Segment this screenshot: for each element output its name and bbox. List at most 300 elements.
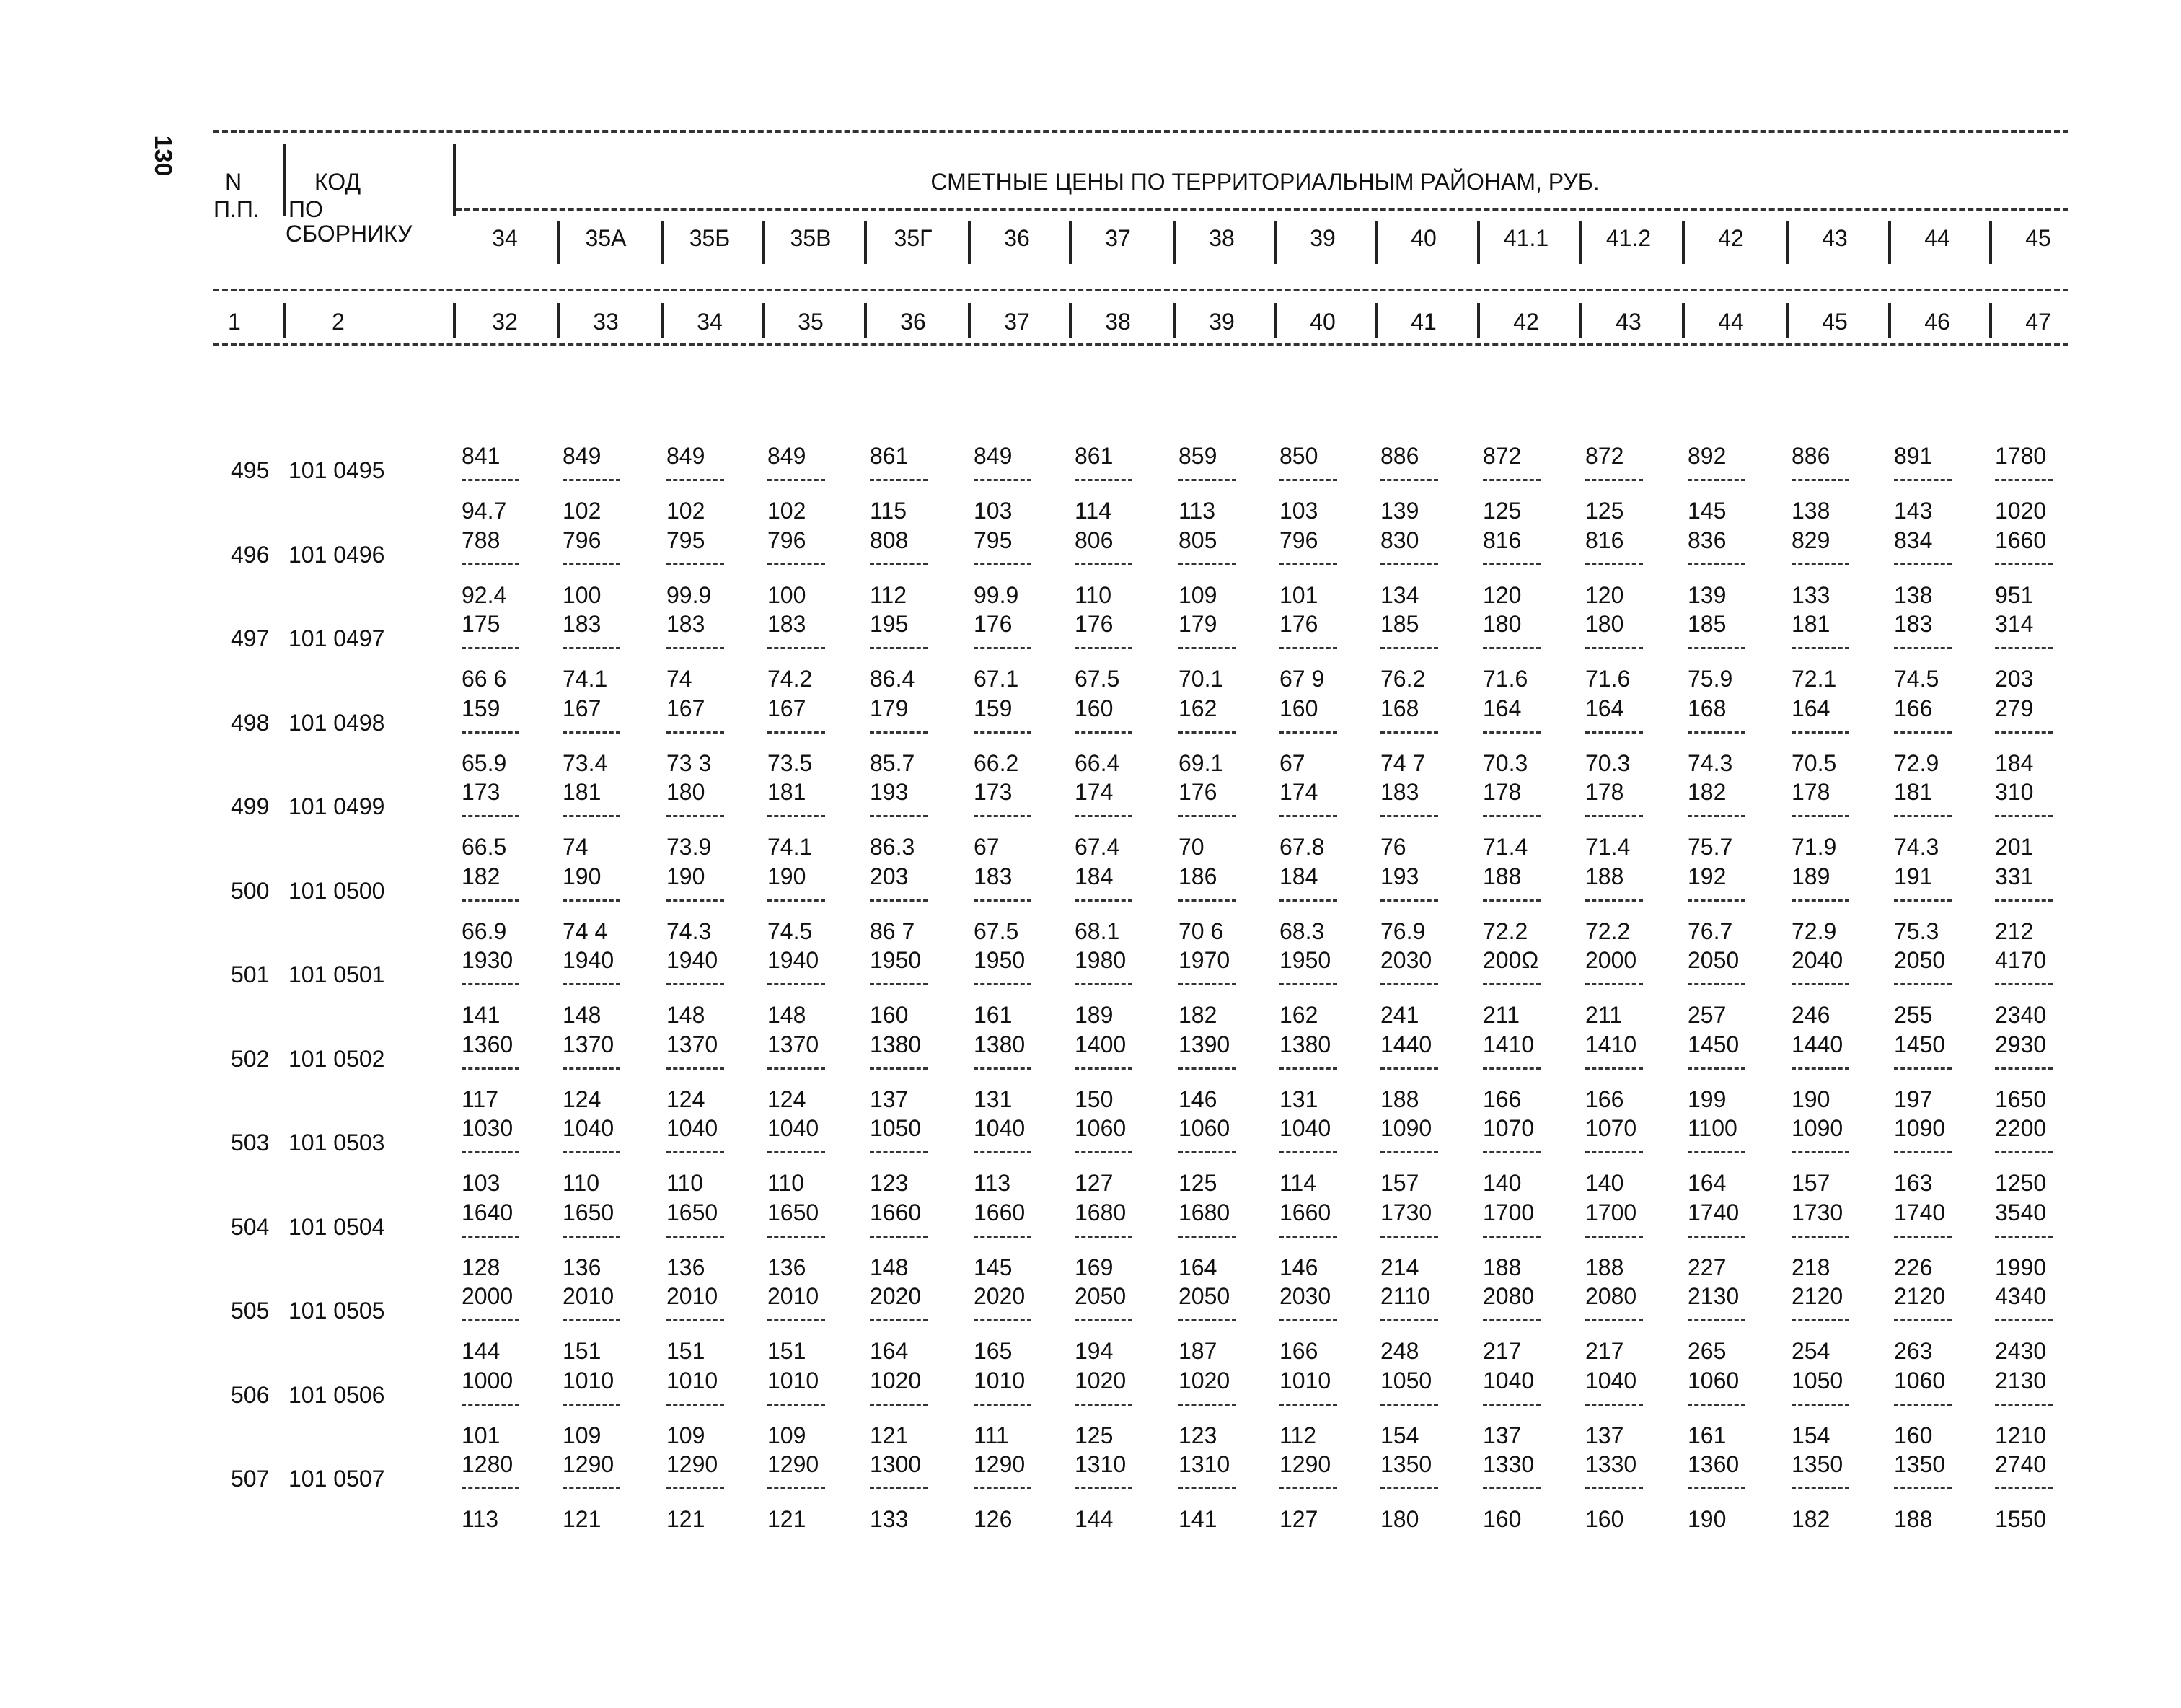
price-denominator: 99.9 [974, 581, 1019, 608]
fraction-line [974, 1236, 1031, 1238]
price-numerator: 190 [563, 863, 602, 889]
price-denominator: 140 [1585, 1170, 1624, 1196]
price-denominator: 112 [870, 581, 907, 608]
row-code: 101 0495 [288, 457, 385, 483]
price-denominator: 188 [1894, 1506, 1933, 1532]
price-denominator: 151 [563, 1338, 602, 1364]
price-numerator: 183 [767, 611, 806, 637]
price-denominator: 103 [462, 1170, 501, 1196]
price-denominator: 109 [1178, 581, 1217, 608]
price-denominator: 117 [462, 1086, 499, 1112]
fraction-line [1995, 1404, 2053, 1406]
price-numerator: 314 [1995, 611, 2034, 637]
fraction-line [1995, 563, 2053, 565]
column-number: 34 [697, 309, 723, 335]
fraction-line [767, 1068, 825, 1070]
fraction-line [1688, 731, 1745, 734]
column-number: 46 [1924, 309, 1950, 335]
district-divider [1477, 221, 1480, 264]
price-denominator: 138 [1894, 581, 1933, 608]
price-numerator: 190 [666, 863, 705, 889]
price-numerator: 188 [1483, 863, 1522, 889]
price-denominator: 75.3 [1894, 917, 1939, 944]
fraction-line [666, 1487, 724, 1489]
price-denominator: 1210 [1995, 1422, 2047, 1448]
fraction-line [462, 731, 519, 734]
fraction-line [1688, 479, 1745, 481]
price-denominator: 110 [1075, 581, 1112, 608]
price-denominator: 166 [1279, 1338, 1318, 1364]
row-code: 101 0503 [288, 1130, 385, 1155]
fraction-line [1483, 1404, 1541, 1406]
price-numerator: 164 [1483, 695, 1522, 721]
price-numerator: 1450 [1688, 1031, 1740, 1057]
fraction-line [462, 899, 519, 902]
price-denominator: 1250 [1995, 1170, 2047, 1196]
price-denominator: 162 [1279, 1002, 1318, 1028]
fraction-line [1075, 1487, 1132, 1489]
price-numerator: 830 [1380, 527, 1419, 553]
price-numerator: 806 [1075, 527, 1114, 553]
fraction-line [1075, 1068, 1132, 1070]
price-numerator: 2050 [1075, 1283, 1127, 1309]
price-numerator: 1440 [1380, 1031, 1432, 1057]
fraction-line [666, 731, 724, 734]
fraction-line [1279, 1151, 1337, 1153]
price-numerator: 310 [1995, 779, 2034, 805]
price-denominator: 67 [974, 834, 1000, 860]
price-denominator: 217 [1585, 1338, 1624, 1364]
price-denominator: 255 [1894, 1002, 1933, 1028]
fraction-line [1585, 731, 1643, 734]
fraction-line [1585, 1236, 1643, 1238]
price-numerator: 1040 [1585, 1367, 1637, 1394]
price-numerator: 872 [1585, 443, 1624, 469]
price-denominator: 182 [1792, 1506, 1830, 1532]
price-numerator: 1950 [974, 947, 1026, 973]
price-numerator: 1100 [1688, 1115, 1737, 1141]
price-numerator: 1060 [1894, 1367, 1946, 1394]
price-denominator: 138 [1792, 498, 1830, 524]
fraction-line [1380, 731, 1438, 734]
column-number: 38 [1105, 309, 1131, 335]
price-numerator: 1380 [870, 1031, 922, 1057]
row-code: 101 0501 [288, 961, 385, 987]
fraction-line [1995, 1068, 2053, 1070]
fraction-line [1995, 815, 2053, 817]
price-denominator: 72.2 [1585, 917, 1631, 944]
price-numerator: 175 [462, 611, 501, 637]
price-denominator: 94.7 [462, 498, 507, 524]
price-denominator: 148 [666, 1002, 705, 1028]
fraction-line [462, 563, 519, 565]
fraction-line [1995, 899, 2053, 902]
price-numerator: 183 [1380, 779, 1419, 805]
fraction-line [974, 1487, 1031, 1489]
price-denominator: 66.9 [462, 917, 507, 944]
fraction-line [1380, 1236, 1438, 1238]
price-numerator: 1680 [1075, 1199, 1127, 1225]
price-numerator: 184 [1075, 863, 1114, 889]
price-numerator: 2010 [767, 1283, 819, 1309]
fraction-line [1995, 1151, 2053, 1153]
fraction-line [1688, 1404, 1745, 1406]
row-code: 101 0497 [288, 625, 385, 651]
column-number: 41 [1411, 309, 1437, 335]
price-numerator: 173 [462, 779, 501, 805]
price-numerator: 1060 [1178, 1115, 1230, 1141]
fraction-line [1279, 815, 1337, 817]
column-divider [1989, 303, 1992, 338]
fraction-line [767, 479, 825, 481]
fraction-line [1483, 983, 1541, 985]
price-numerator: 1040 [974, 1115, 1026, 1141]
fraction-line [1483, 815, 1541, 817]
fraction-line [1792, 815, 1849, 817]
price-denominator: 169 [1075, 1254, 1114, 1280]
district-label: 38 [1209, 225, 1235, 251]
fraction-line [1894, 479, 1952, 481]
price-numerator: 1040 [1483, 1367, 1535, 1394]
fraction-line [974, 1151, 1031, 1153]
fraction-line [1380, 1151, 1438, 1153]
fraction-line [1483, 1236, 1541, 1238]
price-denominator: 1990 [1995, 1254, 2047, 1280]
price-numerator: 1010 [767, 1367, 819, 1394]
header-divider [283, 144, 286, 216]
price-denominator: 123 [870, 1170, 909, 1196]
price-numerator: 1010 [666, 1367, 718, 1394]
price-numerator: 2200 [1995, 1115, 2047, 1141]
price-numerator: 1360 [462, 1031, 514, 1057]
fraction-line [870, 1404, 928, 1406]
price-denominator: 110 [767, 1170, 805, 1196]
price-numerator: 891 [1894, 443, 1933, 469]
price-denominator: 161 [974, 1002, 1013, 1028]
price-denominator: 139 [1688, 581, 1727, 608]
price-denominator: 74 [666, 666, 692, 692]
fraction-line [1894, 731, 1952, 734]
row-code: 101 0502 [288, 1045, 385, 1072]
fraction-line [1380, 815, 1438, 817]
price-numerator: 1660 [1995, 527, 2047, 553]
fraction-line [666, 983, 724, 985]
price-numerator: 1660 [1279, 1199, 1331, 1225]
district-divider [762, 221, 765, 264]
fraction-line [666, 479, 724, 481]
price-numerator: 1040 [1279, 1115, 1331, 1141]
fraction-line [563, 647, 620, 649]
fraction-line [1688, 815, 1745, 817]
price-numerator: 176 [974, 611, 1013, 637]
price-denominator: 70.1 [1178, 666, 1224, 692]
row-number: 496 [231, 541, 270, 568]
price-numerator: 1410 [1585, 1031, 1637, 1057]
fraction-line [1792, 899, 1849, 902]
price-denominator: 160 [1585, 1506, 1624, 1532]
price-denominator: 72.2 [1483, 917, 1528, 944]
column-divider [283, 303, 286, 338]
price-numerator: 181 [767, 779, 806, 805]
price-denominator: 148 [767, 1002, 806, 1028]
price-denominator: 114 [1279, 1170, 1317, 1196]
price-denominator: 100 [767, 581, 806, 608]
row-number: 500 [231, 877, 270, 904]
price-numerator: 788 [462, 527, 501, 553]
fraction-line [462, 479, 519, 481]
fraction-line [462, 1236, 519, 1238]
fraction-line [1178, 1404, 1236, 1406]
price-numerator: 1060 [1688, 1367, 1740, 1394]
price-numerator: 861 [1075, 443, 1114, 469]
price-numerator: 176 [1279, 611, 1318, 637]
price-denominator: 157 [1380, 1170, 1419, 1196]
price-denominator: 143 [1894, 498, 1933, 524]
row-number: 497 [231, 625, 270, 651]
price-numerator: 2030 [1279, 1283, 1331, 1309]
fraction-line [666, 1319, 724, 1321]
price-denominator: 145 [1688, 498, 1727, 524]
price-numerator: 2130 [1688, 1283, 1740, 1309]
price-numerator: 2120 [1792, 1283, 1843, 1309]
price-denominator: 113 [974, 1170, 1011, 1196]
price-denominator: 102 [666, 498, 705, 524]
district-label: 35Г [894, 225, 933, 251]
price-denominator: 101 [462, 1422, 501, 1448]
fraction-line [1075, 731, 1132, 734]
price-numerator: 1290 [666, 1451, 718, 1477]
price-numerator: 2000 [1585, 947, 1637, 973]
fraction-line [563, 1151, 620, 1153]
price-denominator: 121 [870, 1422, 909, 1448]
fraction-line [563, 479, 620, 481]
row-number: 495 [231, 457, 270, 483]
fraction-line [974, 1404, 1031, 1406]
price-denominator: 203 [1995, 666, 2034, 692]
price-denominator: 184 [1995, 749, 2034, 776]
price-numerator: 1000 [462, 1367, 514, 1394]
price-numerator: 1090 [1792, 1115, 1843, 1141]
fraction-line [1483, 731, 1541, 734]
price-numerator: 795 [666, 527, 705, 553]
price-numerator: 176 [1178, 779, 1217, 805]
price-numerator: 1740 [1894, 1199, 1946, 1225]
price-numerator: 1300 [870, 1451, 922, 1477]
fraction-line [666, 815, 724, 817]
price-numerator: 849 [563, 443, 602, 469]
fraction-line [974, 1068, 1031, 1070]
price-denominator: 67.4 [1075, 834, 1120, 860]
price-numerator: 4340 [1995, 1283, 2047, 1309]
price-numerator: 178 [1792, 779, 1830, 805]
price-numerator: 1680 [1178, 1199, 1230, 1225]
price-numerator: 1310 [1178, 1451, 1230, 1477]
district-divider [864, 221, 867, 264]
price-numerator: 2130 [1995, 1367, 2047, 1394]
price-numerator: 1290 [1279, 1451, 1331, 1477]
header-col-kod-line2: ПО [288, 196, 323, 222]
price-denominator: 113 [1178, 498, 1216, 524]
row-code: 101 0498 [288, 709, 385, 736]
fraction-line [462, 983, 519, 985]
price-denominator: 214 [1380, 1254, 1419, 1280]
fraction-line [1792, 1404, 1849, 1406]
column-number: 37 [1004, 309, 1030, 335]
price-denominator: 120 [1483, 581, 1522, 608]
price-denominator: 1550 [1995, 1506, 2047, 1532]
price-numerator: 796 [1279, 527, 1318, 553]
fraction-line [767, 563, 825, 565]
price-denominator: 951 [1995, 581, 2034, 608]
price-numerator: 1360 [1688, 1451, 1740, 1477]
price-denominator: 141 [1178, 1506, 1217, 1532]
price-denominator: 161 [1688, 1422, 1727, 1448]
price-denominator: 73.5 [767, 749, 813, 776]
price-denominator: 71.9 [1792, 834, 1837, 860]
price-denominator: 188 [1380, 1086, 1419, 1112]
price-numerator: 816 [1483, 527, 1522, 553]
price-denominator: 211 [1585, 1002, 1623, 1028]
price-denominator: 74 4 [563, 917, 608, 944]
price-denominator: 137 [1483, 1422, 1522, 1448]
price-numerator: 2010 [563, 1283, 614, 1309]
fraction-line [1075, 563, 1132, 565]
row-number: 503 [231, 1130, 270, 1155]
price-numerator: 181 [563, 779, 602, 805]
price-numerator: 841 [462, 443, 501, 469]
price-numerator: 1050 [1380, 1367, 1432, 1394]
price-denominator: 73.9 [666, 834, 712, 860]
price-numerator: 1330 [1483, 1451, 1535, 1477]
price-numerator: 1780 [1995, 443, 2047, 469]
price-numerator: 1730 [1380, 1199, 1432, 1225]
price-denominator: 69.1 [1178, 749, 1224, 776]
price-denominator: 76 [1380, 834, 1406, 860]
price-denominator: 67 [1279, 749, 1305, 776]
fraction-line [1178, 1236, 1236, 1238]
column-divider [1069, 303, 1072, 338]
price-numerator: 849 [974, 443, 1013, 469]
fraction-line [974, 899, 1031, 902]
price-numerator: 189 [1792, 863, 1830, 889]
fraction-line [1688, 647, 1745, 649]
fraction-line [1483, 1151, 1541, 1153]
price-numerator: 179 [1178, 611, 1217, 637]
fraction-line [1279, 983, 1337, 985]
price-denominator: 100 [563, 581, 602, 608]
fraction-line [1894, 899, 1952, 902]
fraction-line [1585, 1404, 1643, 1406]
district-label: 34 [492, 225, 518, 251]
column-divider [1579, 303, 1582, 338]
price-numerator: 1280 [462, 1451, 514, 1477]
price-denominator: 75.9 [1688, 666, 1733, 692]
price-denominator: 71.4 [1483, 834, 1528, 860]
price-numerator: 1440 [1792, 1031, 1843, 1057]
fraction-line [767, 983, 825, 985]
fraction-line [1585, 983, 1643, 985]
price-denominator: 74.3 [666, 917, 712, 944]
fraction-line [767, 1319, 825, 1321]
price-numerator: 2080 [1585, 1283, 1637, 1309]
price-numerator: 796 [767, 527, 806, 553]
price-denominator: 92.4 [462, 581, 507, 608]
price-denominator: 75.7 [1688, 834, 1733, 860]
fraction-line [1995, 983, 2053, 985]
price-numerator: 184 [1279, 863, 1318, 889]
price-denominator: 66.5 [462, 834, 507, 860]
price-denominator: 76.7 [1688, 917, 1733, 944]
price-denominator: 126 [974, 1506, 1013, 1532]
price-denominator: 2430 [1995, 1338, 2047, 1364]
price-numerator: 1070 [1483, 1115, 1535, 1141]
price-numerator: 1390 [1178, 1031, 1230, 1057]
price-denominator: 121 [563, 1506, 602, 1532]
fraction-line [767, 1404, 825, 1406]
fraction-line [462, 1487, 519, 1489]
price-denominator: 131 [1279, 1086, 1318, 1112]
price-denominator: 109 [767, 1422, 806, 1448]
price-numerator: 859 [1178, 443, 1217, 469]
district-divider [661, 221, 664, 264]
row-code: 101 0506 [288, 1381, 385, 1408]
price-denominator: 99.9 [666, 581, 712, 608]
column-number: 39 [1209, 309, 1235, 335]
price-denominator: 150 [1075, 1086, 1114, 1112]
price-denominator: 144 [462, 1338, 501, 1364]
district-label: 41.2 [1605, 225, 1652, 251]
price-numerator: 2010 [666, 1283, 718, 1309]
fraction-line [1279, 899, 1337, 902]
fraction-line [767, 647, 825, 649]
fraction-line [870, 899, 928, 902]
fraction-line [563, 899, 620, 902]
row-code: 101 0500 [288, 877, 385, 904]
price-denominator: 164 [1178, 1254, 1217, 1280]
price-denominator: 227 [1688, 1254, 1727, 1280]
price-denominator: 160 [1894, 1422, 1933, 1448]
fraction-line [1178, 983, 1236, 985]
price-denominator: 2340 [1995, 1002, 2047, 1028]
price-denominator: 164 [1688, 1170, 1727, 1196]
price-numerator: 183 [974, 863, 1013, 889]
column-number: 33 [593, 309, 619, 335]
price-denominator: 103 [974, 498, 1013, 524]
fraction-line [1178, 479, 1236, 481]
fraction-line [1380, 983, 1438, 985]
price-denominator: 72.9 [1792, 917, 1837, 944]
row-number: 506 [231, 1381, 270, 1408]
fraction-line [870, 731, 928, 734]
price-denominator: 86 7 [870, 917, 915, 944]
fraction-line [1894, 815, 1952, 817]
district-divider [1989, 221, 1992, 264]
price-numerator: 178 [1585, 779, 1624, 805]
price-numerator: 1950 [870, 947, 922, 973]
header-top-rule [213, 130, 2068, 133]
fraction-line [563, 563, 620, 565]
price-denominator: 71.6 [1585, 666, 1631, 692]
fraction-line [563, 1319, 620, 1321]
price-denominator: 133 [1792, 581, 1830, 608]
price-numerator: 168 [1688, 695, 1727, 721]
fraction-line [1995, 731, 2053, 734]
price-numerator: 1940 [563, 947, 614, 973]
price-denominator: 133 [870, 1506, 909, 1532]
price-denominator: 194 [1075, 1338, 1114, 1364]
price-numerator: 1640 [462, 1199, 514, 1225]
price-denominator: 180 [1380, 1506, 1419, 1532]
